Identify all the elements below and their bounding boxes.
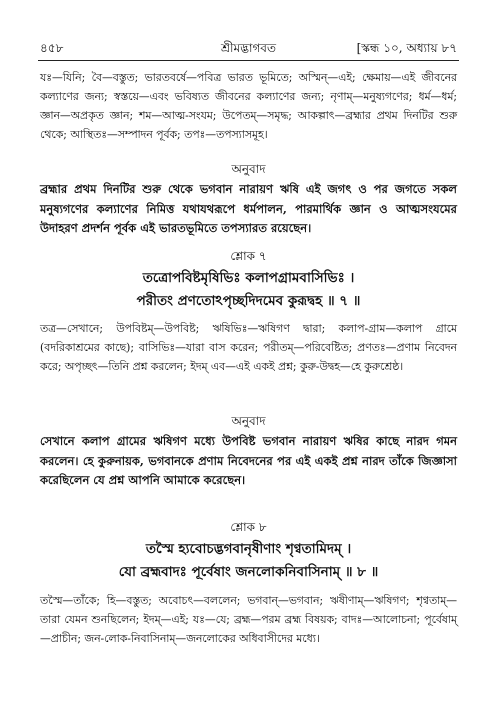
verse-7-line-2: পরীতং প্রণতোঽপৃচ্ছদিদমেব কুরূদ্বহ ॥ ৭ ॥ — [136, 293, 361, 309]
translation-heading-6: অনুবাদ — [231, 162, 266, 176]
synonyms-paragraph-8: তস্মৈ—তাঁকে; হি—বস্তুত; অবোচৎ—বললেন; ভগবান্—ভগবান; ঋষীণাম্—ঋষিগণ; শৃণ্বতাম্—তারা যেমন শুনছিলেন; ইদম্—এই; যঃ—যে; ব্রহ্ম—পরম ব্রহ্ম বিষয়ক; বাদঃ—আলোচনা; পূর্বেষাম্—প্রাচীন; জন-লোক-নিবাসিনাম্—জনলোকের অধিবাসীদের মধ্যে। — [40, 594, 457, 645]
verse-heading-7: শ্লোক ৭ — [230, 249, 267, 263]
translation-paragraph-7: সেখানে কলাপ গ্রামের ঋষিগণ মধ্যে উপবিষ্ট ভগবান নারায়ণ ঋষির কাছে নারদ গমন করলেন। হে কুরুনায়ক, ভগবানকে প্রণাম নিবেদনের পর এই একই প্রশ্ন নারদ তাঁকে জিজ্ঞাসা করেছিলেন যে প্রশ্ন আপনি আমাকে করেছেন। — [40, 434, 457, 487]
page-number: ৪৫৮ — [40, 41, 64, 55]
header-divider — [38, 60, 459, 61]
translation-paragraph-6: ব্রহ্মার প্রথম দিনটির শুরু থেকে ভগবান নারায়ণ ঋষি এই জগৎ ও পর জগতে সকল মনুষ্যগণের কল্যাণের নিমিত্ত যথাযথরূপে ধর্মপালন, পারমার্থিক জ্ঞান ও আত্মসংযমের উদাহরণ প্রদর্শন পূর্বক এই ভারতভূমিতে তপস্যারত রয়েছেন। — [40, 182, 457, 235]
translation-heading-7: অনুবাদ — [231, 414, 266, 428]
section-reference: [স্কন্ধ ১০, অধ্যায় ৮৭ — [356, 41, 457, 55]
book-title: শ্রীমদ্ভাগবত — [220, 41, 276, 55]
synonyms-paragraph-6: যঃ—যিনি; বৈ—বস্তুত; ভারতবর্ষে—পবিত্র ভারত ভূমিতে; অস্মিন্—এই; ক্ষেমায়—এই জীবনের কল্যাণের জন্য; স্বস্তয়ে—এবং ভবিষ্যত জীবনের কল্যাণের জন্য; নৃণাম্—মনুষ্যগণের; ধর্ম—ধর্ম; জ্ঞান—অপ্রকৃত জ্ঞান; শম—আত্ম-সংযম; উপেতম্—সমৃদ্ধ; আকল্পাৎ—ব্রহ্মার প্রথম দিনটির শুরু থেকে; আস্থিতঃ—সম্পাদন পূর্বক; তপঃ—তপস্যাসমূহ। — [40, 71, 457, 141]
verse-8-line-2: যো ব্রহ্মবাদঃ পূর্বেষাং জনলোকনিবাসিনাম্ ॥ ৮ ॥ — [118, 564, 379, 580]
verse-7-line-1: তত্রোপবিষ্টমৃষিভিঃ কলাপগ্রামবাসিভিঃ । — [142, 270, 355, 286]
page-header — [40, 40, 457, 58]
verse-heading-8: শ্লোক ৮ — [230, 520, 267, 534]
synonyms-paragraph-7: তত্র—সেখানে; উপবিষ্টম্—উপবিষ্ট; ঋষিভিঃ—ঋষিগণ দ্বারা; কলাপ-গ্রাম—কলাপ গ্রামে (বদরিকাশ্রমের কাছে); বাসিভিঃ—যারা বাস করেন; পরীতম্—পরিবেষ্টিত; প্রণতঃ—প্রণাম নিবেদন করে; অপৃচ্ছৎ—তিনি প্রশ্ন করলেন; ইদম্ এব—এই একই প্রশ্ন; কুরু-উদ্বহ—হে কুরুশ্রেষ্ঠ। — [40, 322, 457, 373]
verse-8-line-1: তস্মৈ হ্যবোচদ্ভগবানৃষীণাং শৃণ্বতামিদম্ । — [145, 541, 352, 557]
